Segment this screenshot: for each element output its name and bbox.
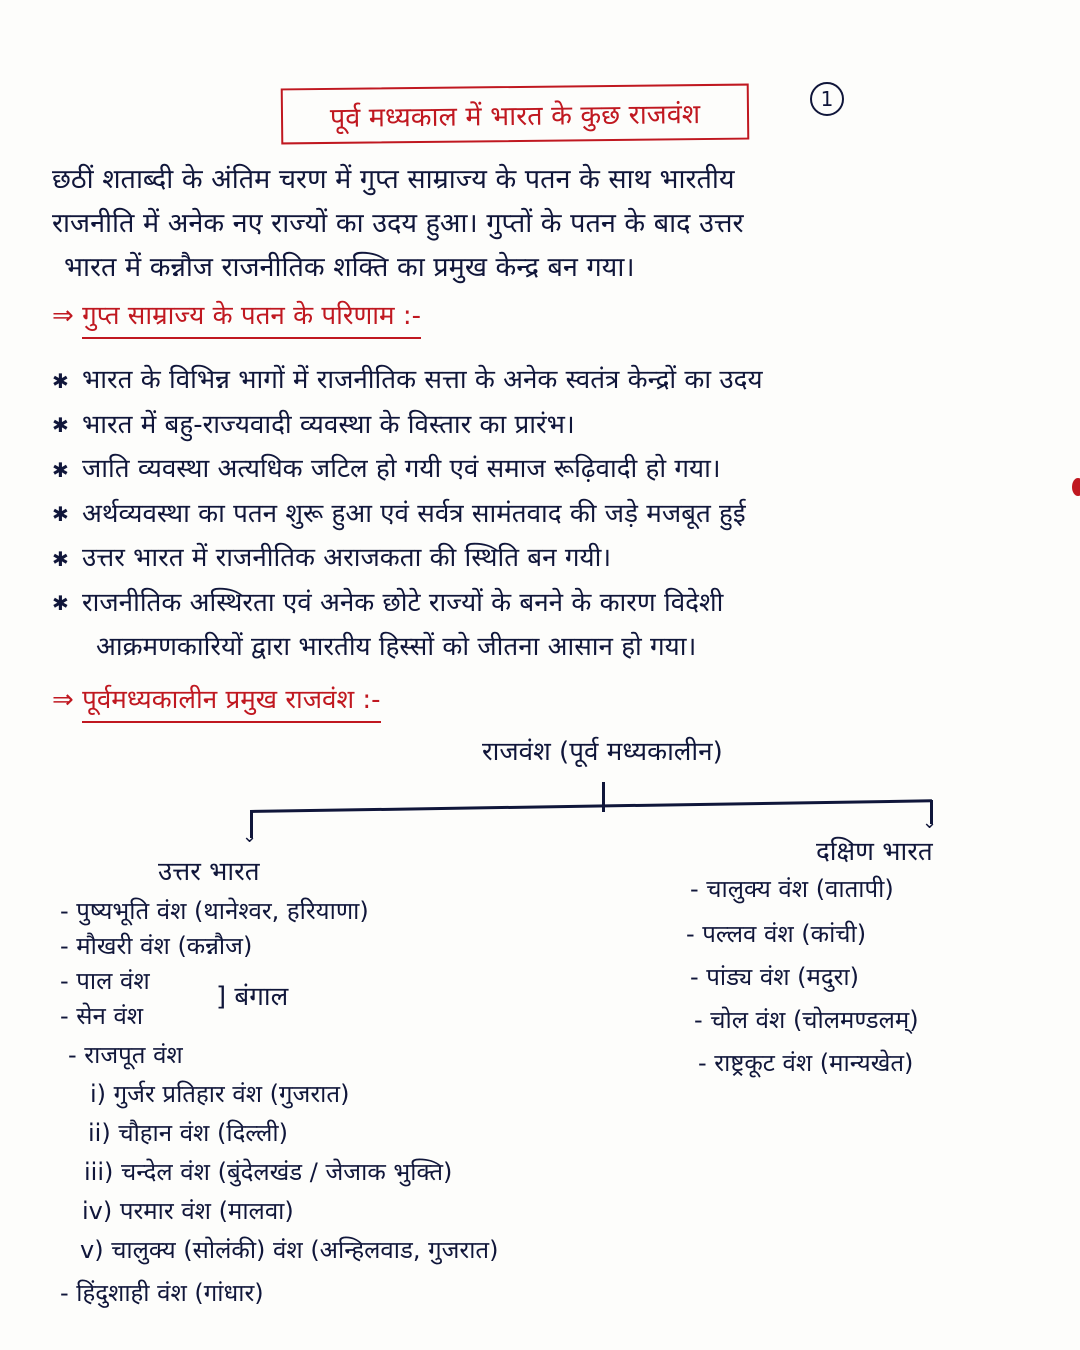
section-heading-dynasties [52,680,381,716]
tree-root: राजवंश (पूर्व मध्यकालीन) [482,737,723,767]
north-dynasty-list [60,894,498,1311]
heading-text: गुप्त साम्राज्य के पतन के परिणाम :- [82,301,421,339]
star-bullet-icon: ✱ [52,457,69,482]
sub-list-item: v) चालुक्य (सोलंकी) वंश (अन्हिलवाड, गुजरात) [80,1236,499,1264]
star-bullet-icon: ✱ [52,502,69,526]
page-title-box [281,84,750,145]
intro-line: भारत में कन्नौज राजनीतिक शक्ति का प्रमुख केन्द्र बन गया। [64,252,635,283]
page-title: पूर्व मध्यकाल में भारत के कुछ राजवंश [329,98,701,134]
star-bullet-icon: ✱ [52,413,69,437]
sub-list-item: i) गुर्जर प्रतिहार वंश (गुजरात) [90,1080,350,1108]
arrow-icon: ⇒ [52,685,74,715]
list-item: - पाल वंश - सेन वंश ] बंगाल [60,967,289,1030]
list-item: - पल्लव वंश (कांची) [686,920,867,948]
sub-list-item: ii) चौहान वंश (दिल्ली) [88,1119,288,1147]
arrow-down-icon: ⌄ [242,826,258,847]
list-item: - चोल वंश (चोलमण्डलम्) [694,1006,919,1034]
south-india-label: दक्षिण भारत [816,837,933,867]
list-item: ✱ अर्थव्यवस्था का पतन शुरू हुआ एवं सर्वत्र सामंतवाद की जड़े मजबूत हुई [52,492,763,537]
list-item: - पुष्यभूति वंश (थानेश्वर, हरियाणा) [60,897,369,925]
consequences-list [52,358,763,669]
section-heading-consequences [52,296,421,332]
list-item: ✱ राजनीतिक अस्थिरता एवं अनेक छोटे राज्यों के बनने के कारण विदेशी [52,581,763,626]
list-item: - पांड्य वंश (मदुरा) [690,963,860,991]
star-bullet-icon: ✱ [52,591,69,615]
sub-list-item: iv) परमार वंश (मालवा) [82,1197,294,1225]
sub-list-item: iii) चन्देल वंश (बुंदेलखंड / जेजाक भुक्ति) [84,1158,453,1186]
list-item: ✱ उत्तर भारत में राजनीतिक अराजकता की स्थिति बन गयी। [52,536,763,581]
list-item: ✱ जाति व्यवस्था अत्यधिक जटिल हो गयी एवं समाज रूढ़िवादी हो गया। [52,447,763,492]
north-india-label: उत्तर भारत [158,857,260,887]
list-item: - राजपूत वंश [68,1041,183,1069]
list-item: ✱ भारत के विभिन्न भागों में राजनीतिक सत्ता के अनेक स्वतंत्र केन्द्रों का उदय [52,358,763,403]
list-item: - मौखरी वंश (कन्नौज) [60,932,253,960]
bengal-bracket-label: ] बंगाल [216,982,289,1012]
tree-branch-line [250,799,932,812]
page-number-badge [810,82,844,116]
star-bullet-icon: ✱ [52,546,69,571]
list-item-continuation: आक्रमणकारियों द्वारा भारतीय हिस्सों को जीतना आसान हो गया। [96,632,697,662]
list-item: - राष्ट्रकूट वंश (मान्यखेत) [698,1049,914,1077]
intro-paragraph [52,158,744,290]
list-item: - चालुक्य वंश (वातापी) [690,875,894,903]
intro-line: छठीं शताब्दी के अंतिम चरण में गुप्त साम्राज्य के पतन के साथ भारतीय [52,164,735,195]
page-number: 1 [820,87,834,111]
arrow-down-icon: ⌄ [922,812,938,833]
list-item: ✱ भारत में बहु-राज्यवादी व्यवस्था के विस्तार का प्रारंभ। [52,403,763,448]
intro-line: राजनीति में अनेक नए राज्यों का उदय हुआ। गुप्तों के पतन के बाद उत्तर [52,208,744,239]
arrow-icon: ⇒ [52,301,74,331]
star-bullet-icon: ✱ [52,368,69,393]
heading-text: पूर्वमध्यकालीन प्रमुख राजवंश :- [82,685,380,723]
south-dynasty-list [686,872,919,1081]
list-item: - हिंदुशाही वंश (गांधार) [60,1279,264,1307]
red-ink-dot [1072,478,1080,496]
tree-stem-line [602,782,605,812]
